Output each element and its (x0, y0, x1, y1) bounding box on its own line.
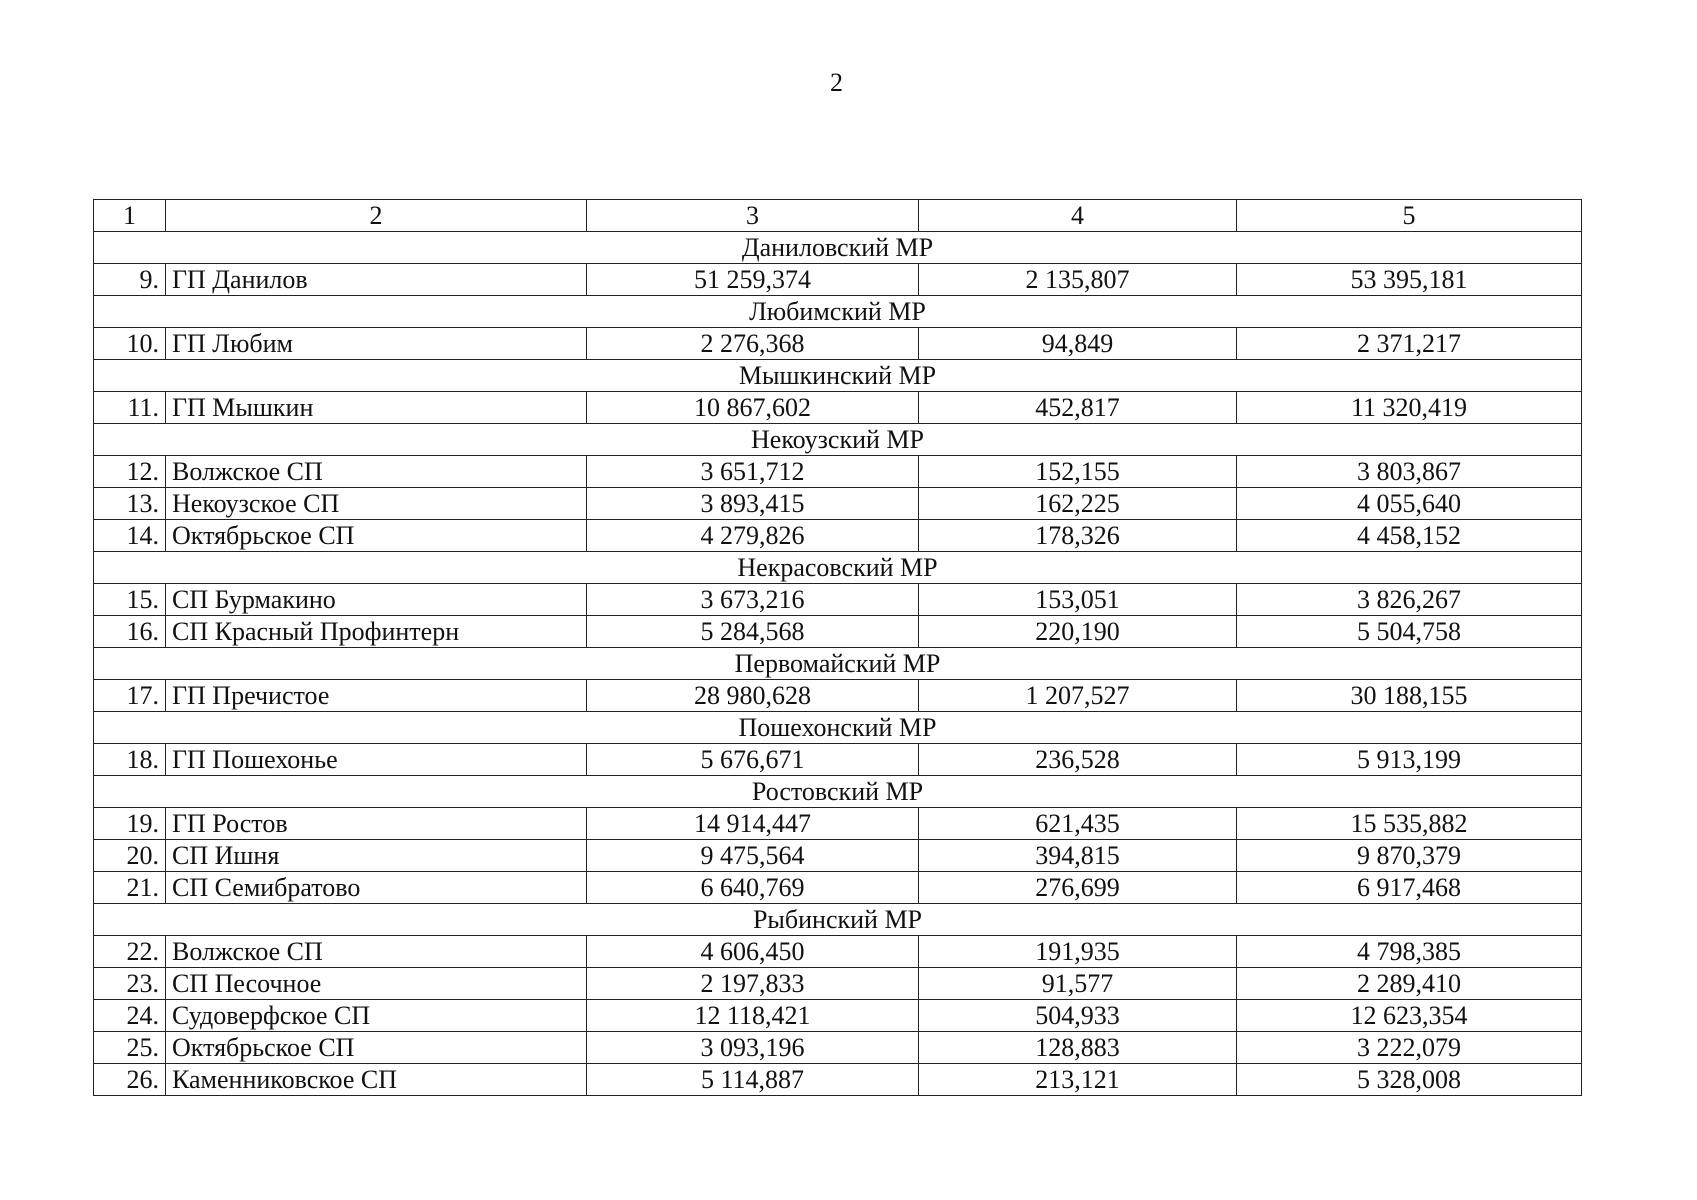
group-row (94, 232, 1582, 264)
value-col-4: 128,883 (919, 1032, 1237, 1064)
value-col-5: 5 504,758 (1237, 616, 1582, 648)
row-number: 12. (94, 456, 166, 488)
value-col-5: 3 826,267 (1237, 584, 1582, 616)
table-row (94, 392, 1582, 424)
settlement-name: Октябрьское СП (166, 1032, 587, 1064)
value-col-3: 4 279,826 (587, 520, 919, 552)
table-row (94, 520, 1582, 552)
table-row (94, 616, 1582, 648)
row-number: 25. (94, 1032, 166, 1064)
value-col-4: 94,849 (919, 328, 1237, 360)
value-col-5: 4 458,152 (1237, 520, 1582, 552)
data-table (93, 199, 1582, 1096)
value-col-3: 3 651,712 (587, 456, 919, 488)
row-number: 14. (94, 520, 166, 552)
value-col-5: 9 870,379 (1237, 840, 1582, 872)
group-row (94, 552, 1582, 584)
table-row (94, 264, 1582, 296)
group-row (94, 296, 1582, 328)
table-row (94, 1064, 1582, 1096)
row-number: 21. (94, 872, 166, 904)
group-row (94, 648, 1582, 680)
value-col-3: 3 673,216 (587, 584, 919, 616)
value-col-3: 51 259,374 (587, 264, 919, 296)
settlement-name: СП Песочное (166, 968, 587, 1000)
value-col-4: 152,155 (919, 456, 1237, 488)
table-row (94, 1000, 1582, 1032)
value-col-5: 2 371,217 (1237, 328, 1582, 360)
row-number: 17. (94, 680, 166, 712)
settlement-name: Волжское СП (166, 456, 587, 488)
group-row (94, 360, 1582, 392)
row-number: 13. (94, 488, 166, 520)
table-row (94, 328, 1582, 360)
settlement-name: Некоузское СП (166, 488, 587, 520)
group-title: Некрасовский МР (94, 552, 1582, 584)
settlement-name: ГП Пошехонье (166, 744, 587, 776)
table-row (94, 1032, 1582, 1064)
row-number: 20. (94, 840, 166, 872)
row-number: 15. (94, 584, 166, 616)
group-row (94, 712, 1582, 744)
value-col-4: 162,225 (919, 488, 1237, 520)
value-col-5: 4 055,640 (1237, 488, 1582, 520)
table-row (94, 936, 1582, 968)
table-row (94, 872, 1582, 904)
settlement-name: СП Ишня (166, 840, 587, 872)
value-col-3: 5 676,671 (587, 744, 919, 776)
group-title: Любимский МР (94, 296, 1582, 328)
row-number: 11. (94, 392, 166, 424)
settlement-name: СП Бурмакино (166, 584, 587, 616)
value-col-4: 213,121 (919, 1064, 1237, 1096)
row-number: 23. (94, 968, 166, 1000)
header-cell: 5 (1237, 200, 1582, 232)
group-title: Первомайский МР (94, 648, 1582, 680)
value-col-5: 3 222,079 (1237, 1032, 1582, 1064)
value-col-4: 504,933 (919, 1000, 1237, 1032)
group-title: Ростовский МР (94, 776, 1582, 808)
value-col-4: 452,817 (919, 392, 1237, 424)
group-row (94, 424, 1582, 456)
settlement-name: ГП Пречистое (166, 680, 587, 712)
table-row (94, 744, 1582, 776)
table-row (94, 968, 1582, 1000)
row-number: 24. (94, 1000, 166, 1032)
value-col-5: 5 328,008 (1237, 1064, 1582, 1096)
group-title: Рыбинский МР (94, 904, 1582, 936)
value-col-4: 1 207,527 (919, 680, 1237, 712)
group-title: Мышкинский МР (94, 360, 1582, 392)
row-number: 10. (94, 328, 166, 360)
value-col-5: 53 395,181 (1237, 264, 1582, 296)
header-cell: 2 (166, 200, 587, 232)
row-number: 26. (94, 1064, 166, 1096)
value-col-3: 5 114,887 (587, 1064, 919, 1096)
header-cell: 4 (919, 200, 1237, 232)
value-col-5: 3 803,867 (1237, 456, 1582, 488)
value-col-5: 5 913,199 (1237, 744, 1582, 776)
table-row (94, 808, 1582, 840)
value-col-4: 153,051 (919, 584, 1237, 616)
settlement-name: ГП Ростов (166, 808, 587, 840)
value-col-3: 12 118,421 (587, 1000, 919, 1032)
header-row (94, 200, 1582, 232)
row-number: 9. (94, 264, 166, 296)
value-col-5: 4 798,385 (1237, 936, 1582, 968)
header-cell: 3 (587, 200, 919, 232)
group-row (94, 904, 1582, 936)
group-title: Пошехонский МР (94, 712, 1582, 744)
settlement-name: Октябрьское СП (166, 520, 587, 552)
value-col-5: 15 535,882 (1237, 808, 1582, 840)
value-col-3: 10 867,602 (587, 392, 919, 424)
value-col-3: 2 197,833 (587, 968, 919, 1000)
settlement-name: ГП Данилов (166, 264, 587, 296)
value-col-3: 2 276,368 (587, 328, 919, 360)
value-col-4: 236,528 (919, 744, 1237, 776)
value-col-4: 621,435 (919, 808, 1237, 840)
value-col-5: 11 320,419 (1237, 392, 1582, 424)
settlement-name: СП Красный Профинтерн (166, 616, 587, 648)
value-col-3: 5 284,568 (587, 616, 919, 648)
value-col-3: 14 914,447 (587, 808, 919, 840)
settlement-name: ГП Мышкин (166, 392, 587, 424)
value-col-5: 6 917,468 (1237, 872, 1582, 904)
value-col-4: 91,577 (919, 968, 1237, 1000)
group-title: Даниловский МР (94, 232, 1582, 264)
value-col-3: 4 606,450 (587, 936, 919, 968)
settlement-name: СП Семибратово (166, 872, 587, 904)
row-number: 18. (94, 744, 166, 776)
value-col-5: 30 188,155 (1237, 680, 1582, 712)
table-row (94, 488, 1582, 520)
value-col-3: 9 475,564 (587, 840, 919, 872)
group-row (94, 776, 1582, 808)
value-col-3: 6 640,769 (587, 872, 919, 904)
table-row (94, 840, 1582, 872)
page-number: 2 (830, 68, 843, 97)
header-cell: 1 (94, 200, 166, 232)
value-col-3: 3 093,196 (587, 1032, 919, 1064)
settlement-name: Волжское СП (166, 936, 587, 968)
value-col-5: 2 289,410 (1237, 968, 1582, 1000)
value-col-4: 394,815 (919, 840, 1237, 872)
row-number: 19. (94, 808, 166, 840)
settlement-name: ГП Любим (166, 328, 587, 360)
value-col-3: 28 980,628 (587, 680, 919, 712)
value-col-4: 191,935 (919, 936, 1237, 968)
table-row (94, 680, 1582, 712)
group-title: Некоузский МР (94, 424, 1582, 456)
settlement-name: Каменниковское СП (166, 1064, 587, 1096)
value-col-4: 2 135,807 (919, 264, 1237, 296)
row-number: 22. (94, 936, 166, 968)
value-col-5: 12 623,354 (1237, 1000, 1582, 1032)
settlement-name: Судоверфское СП (166, 1000, 587, 1032)
value-col-3: 3 893,415 (587, 488, 919, 520)
row-number: 16. (94, 616, 166, 648)
table-row (94, 584, 1582, 616)
value-col-4: 178,326 (919, 520, 1237, 552)
value-col-4: 276,699 (919, 872, 1237, 904)
value-col-4: 220,190 (919, 616, 1237, 648)
table-row (94, 456, 1582, 488)
